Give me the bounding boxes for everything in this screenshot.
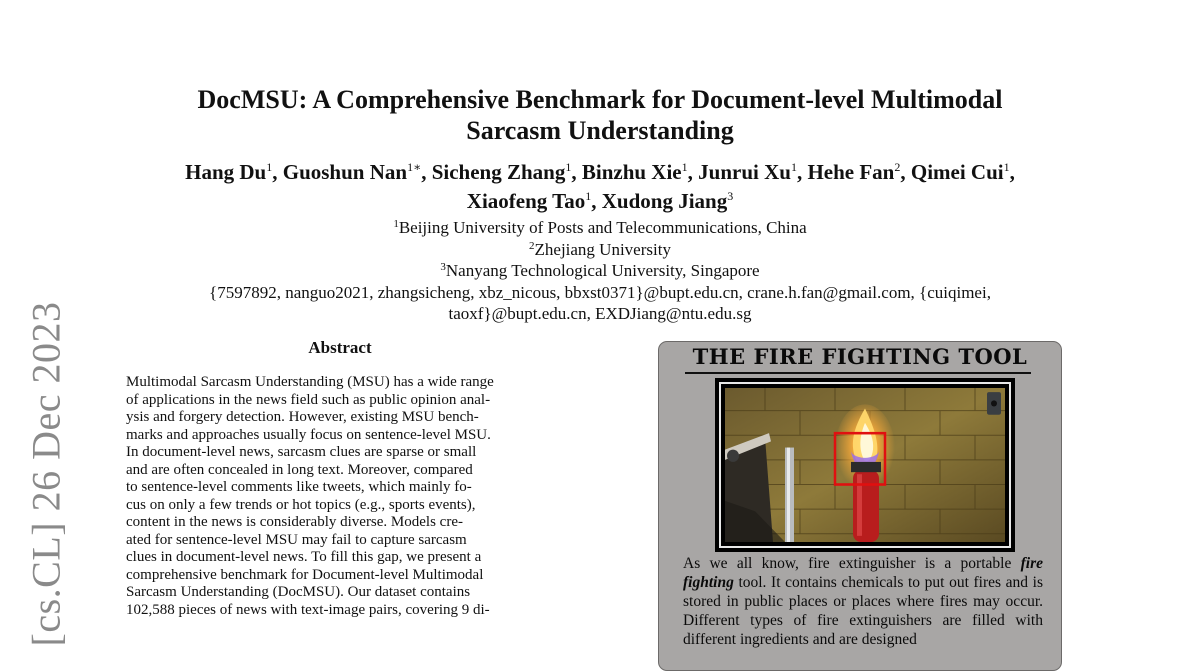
abstract-line: Sarcasm Understanding (DocMSU). Our dataset contains [126, 584, 471, 600]
email-line-2: taoxf}@bupt.edu.cn, EXDJiang@ntu.edu.sg [448, 304, 752, 323]
author-line-1: Hang Du$^1$, Guoshun Nan$^{1∗}$, Sicheng Zhang$^1$, Binzhu Xie$^1$, Junrui Xu$^1$, Hehe Fan$^2$, Qimei Cui$^1$, [185, 160, 1015, 184]
caption-text: As we all know, fire extinguisher is a portable [683, 555, 1021, 572]
author-name: Xiaofeng Tao [466, 189, 586, 213]
author-name: Hehe Fan [807, 160, 895, 184]
figure-caption [683, 554, 1043, 649]
figure-title: THE FIRE FIGHTING TOOL [692, 344, 1028, 369]
arxiv-stamp-text: [cs.CL] 26 Dec 2023 [23, 301, 69, 647]
paper-title [120, 84, 1080, 146]
author-name: Guoshun Nan [282, 160, 408, 184]
author-affil-mark: 1 [565, 160, 572, 174]
abstract-line: comprehensive benchmark for Document-level Multimodal [126, 566, 484, 583]
abstract-line: of applications in the news field such as public opinion anal- [126, 391, 491, 408]
affil-text: Zhejiang University [534, 239, 671, 259]
abstract-line: Multimodal Sarcasm Understanding (MSU) has a wide range [126, 374, 494, 390]
abstract-line: and are often concealed in long text. Moreover, compared [126, 461, 473, 478]
author-name: Junrui Xu [698, 160, 791, 184]
affil-text: Beijing University of Posts and Telecommunications, China [398, 218, 807, 237]
affiliation-3 [100, 260, 1100, 282]
author-affil-mark: 3 [727, 189, 734, 203]
abstract-line: clues in document-level news. To fill this gap, we present a [126, 549, 482, 565]
author-affil-mark: 1 [1003, 160, 1010, 174]
author-affil-mark: 1 [790, 160, 797, 174]
affil-mark: 2 [529, 239, 535, 252]
caption-emphasis: fire fighting [683, 555, 1043, 591]
abstract-line: 102,588 pieces of news with text-image pairs, covering 9 di- [126, 601, 490, 618]
abstract-heading: Abstract [308, 338, 372, 357]
affil-mark: 3 [440, 261, 446, 273]
affiliation-2 [100, 239, 1100, 261]
affil-mark: 1 [393, 218, 399, 230]
paper-title-line-1: DocMSU: A Comprehensive Benchmark for Document-level Multimodal [197, 85, 1003, 114]
author-name: Hang Du [185, 160, 267, 184]
abstract-line: to sentence-level comments like tweets, which mainly fo- [126, 479, 472, 495]
email-line-1: {7597892, nanguo2021, zhangsicheng, xbz_nicous, bbxst0371}@bupt.edu.cn, crane.h.fan@gmail.com, {cuiqimei, [209, 282, 991, 302]
abstract-line: marks and approaches usually focus on sentence-level MSU. [126, 426, 491, 443]
figure-title-rule [685, 372, 1031, 374]
abstract-line: content in the news is considerably diverse. Models cre- [126, 514, 463, 530]
abstract-line: In document-level news, sarcasm clues are sparse or small [126, 444, 477, 460]
author-affil-mark: 1 [585, 189, 592, 203]
affiliation-1 [100, 217, 1100, 239]
abstract-line: cus on only a few trends or hot topics (e.g., sports events), [126, 496, 476, 513]
author-affil-mark: 1∗ [407, 160, 422, 174]
fire-extinguisher-photo [725, 388, 1005, 542]
author-affil-mark: 1 [266, 160, 273, 174]
author-line-2: Xiaofeng Tao$^1$, Xudong Jiang$^3$ [466, 189, 734, 213]
author-name: Xudong Jiang [601, 189, 728, 213]
caption-text: tool. It contains chemicals to put out fires and is stored in public places or places where fires may occur. Different types of fire extinguishers are filled with different ingredients and are designed [683, 574, 1043, 648]
abstract-line: ated for sentence-level MSU may fail to capture sarcasm [126, 531, 467, 548]
paper-title-line-2: Sarcasm Understanding [466, 116, 734, 145]
arxiv-stamp [0, 300, 90, 648]
abstract-line: ysis and forgery detection. However, existing MSU bench- [126, 409, 479, 425]
teaser-figure [658, 341, 1062, 671]
affil-text: Nanyang Technological University, Singapore [445, 261, 760, 280]
author-name: Sicheng Zhang [431, 160, 566, 184]
affiliations [100, 217, 1100, 325]
figure-photo-frame [715, 378, 1015, 552]
author-name: Binzhu Xie [581, 160, 682, 184]
author-affil-mark: 1 [681, 160, 688, 174]
author-affil-mark: 2 [894, 160, 901, 174]
abstract-body [126, 374, 554, 648]
author-name: Qimei Cui [910, 160, 1004, 184]
author-list [100, 158, 1100, 216]
